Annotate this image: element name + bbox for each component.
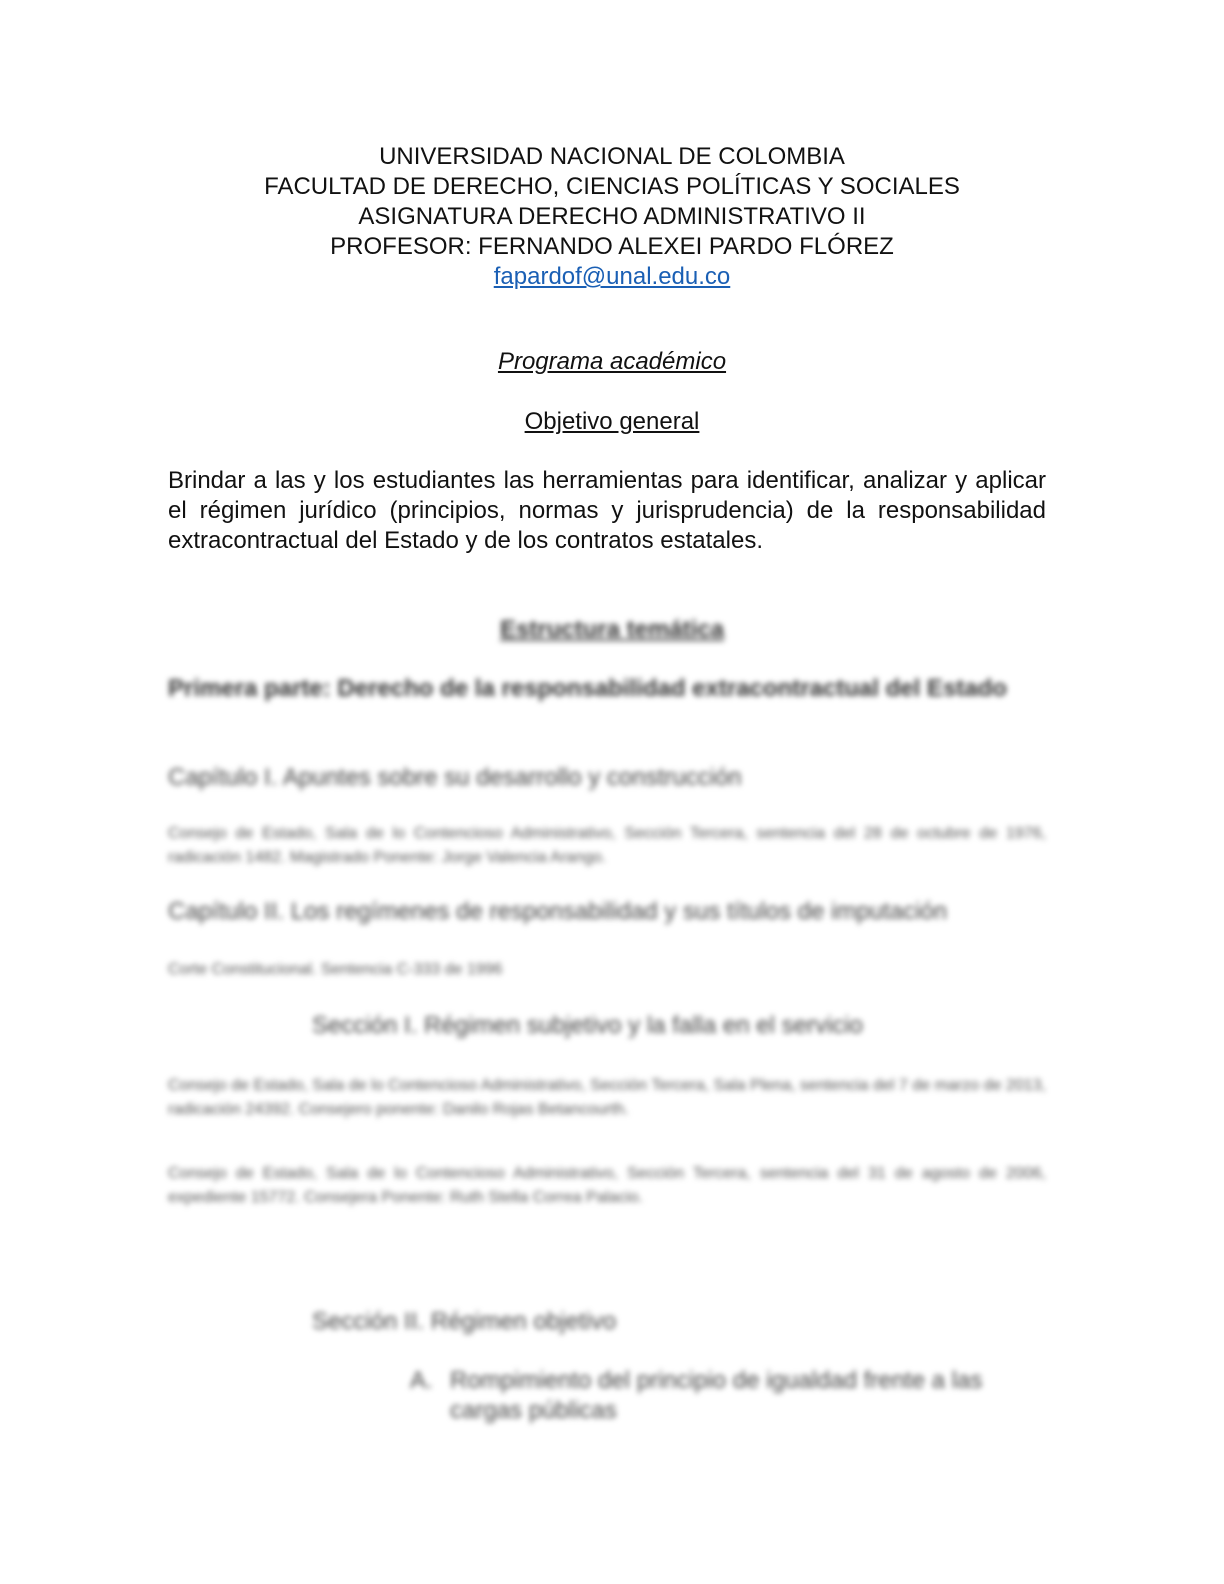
objective-title: Objetivo general: [524, 408, 700, 435]
list-item-a: [410, 1366, 1046, 1426]
document-header: [0, 142, 1224, 292]
professor-email-link[interactable]: fapardof@unal.edu.co: [493, 263, 731, 290]
university-name: UNIVERSIDAD NACIONAL DE COLOMBIA: [379, 143, 845, 170]
course-name: ASIGNATURA DERECHO ADMINISTRATIVO II: [358, 203, 866, 230]
section-one-title: Sección I. Régimen subjetivo y la falla en el servicio: [312, 1012, 863, 1039]
list-item-a-line2: cargas públicas: [450, 1397, 617, 1424]
section-one-reference-2: Consejo de Estado, Sala de lo Contencioso Administrativo, Sección Tercera, sentencia del 31 de agosto de 2006, expediente 15772. Consejera Ponente: Ruth Stella Correa Palacio.: [168, 1165, 1046, 1206]
part-one-title: Primera parte: Derecho de la responsabilidad extracontractual del Estado: [168, 675, 1007, 702]
list-item-a-line1: Rompimiento del principio de igualdad frente a las: [450, 1367, 983, 1394]
chapter-two-title: Capítulo II. Los regímenes de responsabilidad y sus títulos de imputación: [168, 898, 948, 925]
list-item-a-letter: A.: [410, 1367, 433, 1394]
chapter-one-reference: Consejo de Estado, Sala de lo Contencioso Administrativo, Sección Tercera, sentencia del 28 de octubre de 1976, radicación 1482. Magistrado Ponente: Jorge Valencia Arango.: [168, 825, 1046, 866]
section-one-reference-1: Consejo de Estado, Sala de lo Contencioso Administrativo, Sección Tercera, Sala Plena, sentencia del 7 de marzo de 2013, radicación 24392. Consejero ponente: Danilo Rojas Betancourth.: [168, 1077, 1046, 1118]
professor-name: PROFESOR: FERNANDO ALEXEI PARDO FLÓREZ: [330, 233, 894, 260]
faculty-name: FACULTAD DE DERECHO, CIENCIAS POLÍTICAS Y SOCIALES: [264, 173, 960, 200]
structure-title: Estructura temática: [499, 616, 725, 643]
program-title: Programa académico: [497, 348, 727, 375]
chapter-two-reference: Corte Constitucional. Sentencia C-333 de 1996: [168, 961, 503, 978]
section-two-title: Sección II. Régimen objetivo: [312, 1308, 617, 1335]
chapter-one-title: Capítulo I. Apuntes sobre su desarrollo y construcción: [168, 764, 742, 791]
objective-text: Brindar a las y los estudiantes las herramientas para identificar, analizar y aplicar el régimen jurídico (principios, normas y jurisprudencia) de la responsabilidad extracontractual del Estado y de los contratos estatales.: [168, 467, 1046, 554]
